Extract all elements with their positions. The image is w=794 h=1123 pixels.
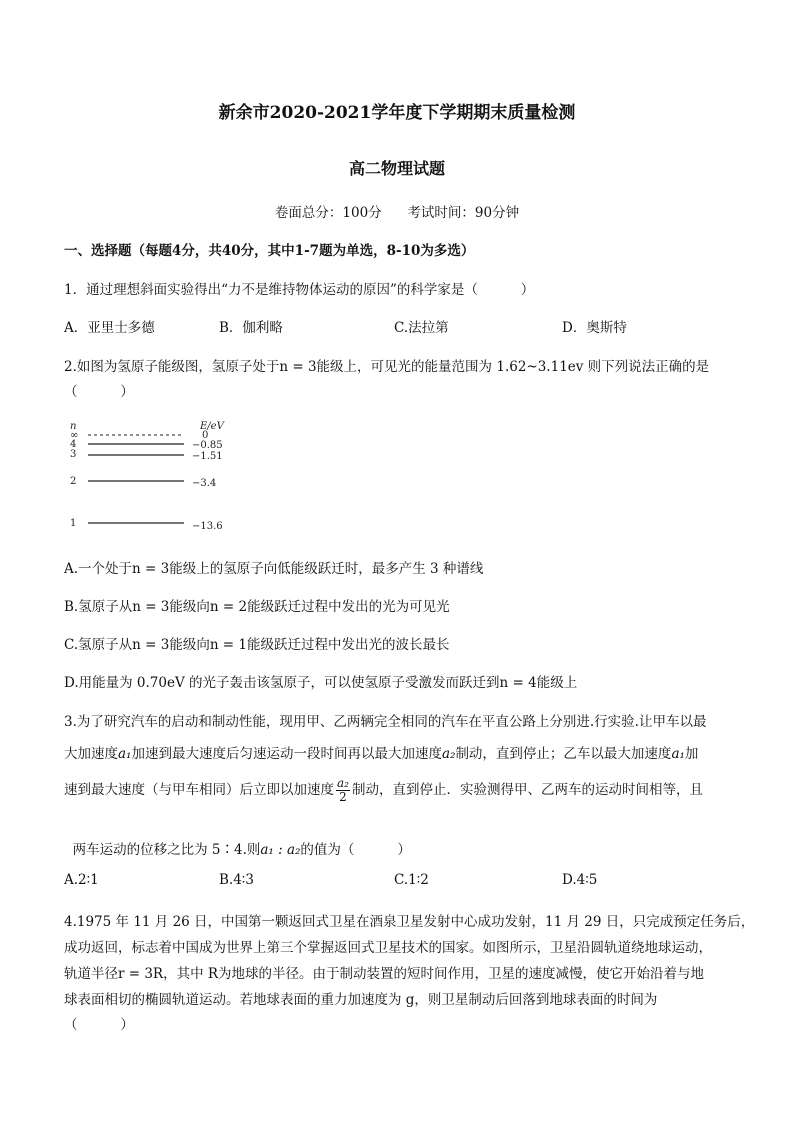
exam-subtitle: 高二物理试题 [348,159,445,178]
q2-option-a: A.一个处于n = 3能级上的氢原子向低能级跃迁时，最多产生 3 种谱线 [64,561,484,577]
q1-option-a: A．亚里士多德 [64,320,155,336]
q3-text-3a: 速到最大速度（与甲车相同）后立即以加速度 [64,782,334,798]
q2-option-d: D.用能量为 0.70eV 的光子轰击该氢原子，可以使氢原子受激发而跃迁到n = 4能级上 [64,675,578,691]
level-inf-e: 0 [202,430,209,441]
level-3-n: 3 [70,449,77,460]
q3-option-d: D.4∶5 [562,872,598,888]
question-1-stem: 1．通过理想斜面实验得出“力不是维持物体运动的原因”的科学家是（ ） [64,282,535,298]
level-4-n: 4 [70,439,77,450]
level-4-e: −0.85 [192,440,223,451]
q2-option-b: B.氢原子从n = 3能级向n = 2能级跃迁过程中发出的光为可见光 [64,599,450,615]
question-4-line4: 球表面相切的椭圆轨道运动。若地球表面的重力加速度为 g，则卫星制动后回落到地球表面的时间为 [64,992,658,1008]
question-3-line4 [64,822,411,858]
q3-var-a1: a₁ [118,746,132,762]
q3-text-2d: 加 [684,746,699,762]
q3-option-a: A.2∶1 [64,872,99,888]
question-3-line3 [64,773,703,807]
question-2-stem-line1: 2.如图为氢原子能级图，氢原子处于n = 3能级上，可见光的能量范围为 1.62~3.11ev 则下列说法正确的是 [64,359,710,375]
diagram-e-label: E/eV [200,421,224,432]
q3-text-2a: 大加速度 [64,746,118,762]
level-2-n: 2 [70,476,77,487]
section-heading: 一、选择题（每题4分，共40分，其中1-7题为单选，8-10为多选） [64,243,475,259]
q3-text-2b: 加速到最大速度后匀速运动一段时间再以最大加速度 [131,746,442,762]
energy-level-diagram [64,418,264,538]
question-2-stem-line2: （ ） [64,384,134,400]
q2-option-c: C.氢原子从n = 3能级向n = 1能级跃迁过程中发出光的波长最长 [64,637,450,653]
question-4-line2: 成功返回，标志着中国成为世界上第三个掌握返回式卫星技术的国家。如图所示，卫星沿圆轨道绕地球运动， [64,940,712,956]
q3-frac-num: a₂ [337,776,349,790]
level-inf-n: ∞ [70,430,79,441]
exam-info: 卷面总分：100分 考试时间：90分钟 [274,205,520,221]
q3-text-2c: 制动，直到停止；乙车以最大加速度 [455,746,672,762]
exam-title: 新余市2020-2021学年度下学期期末质量检测 [218,103,576,123]
question-1-options [64,316,744,336]
q3-option-b: B.4∶3 [219,872,254,888]
q1-option-c: C.法拉第 [394,320,449,336]
question-4-line1: 4.1975 年 11 月 26 日，中国第一颗返回式卫星在酒泉卫星发射中心成功发射，11 月 29 日，只完成预定任务后， [64,914,755,930]
q1-option-d: D．奥斯特 [562,320,627,336]
q3-fraction [336,777,350,804]
diagram-n-label: n [70,421,77,432]
question-4-line3: 轨道半径r = 3R，其中 R为地球的半径。由于制动装置的短时间作用，卫星的速度减慢，使它开始沿着与地 [64,966,705,982]
q3-var-a2: a₂ [441,746,456,762]
question-3-line1: 3.为了研究汽车的启动和制动性能，现用甲、乙两辆完全相同的汽车在平直公路上分别进.行实验.让甲车以最 [64,714,707,730]
q3-var-a1-b: a₁ [671,746,685,762]
level-3-e: −1.51 [192,451,223,462]
question-3-options [64,872,744,892]
q3-text-4b: 的值为（ ） [300,842,411,858]
level-1-n: 1 [70,518,77,529]
q3-text-4a: 两车运动的位移之比为 5∶4.则 [72,842,261,858]
q3-text-3b: 制动，直到停止．实验测得甲、乙两车的运动时间相等，且 [351,782,703,798]
level-2-e: −3.4 [192,478,217,489]
q3-option-c: C.1∶2 [394,872,429,888]
question-4-line5: （ ） [64,1017,134,1033]
q1-option-b: B．伽利略 [219,320,283,336]
q3-frac-den: 2 [339,790,347,804]
level-1-e: −13.6 [192,521,223,532]
question-3-line2 [64,742,698,762]
q3-ratio: a₁ : a₂ [260,842,301,858]
